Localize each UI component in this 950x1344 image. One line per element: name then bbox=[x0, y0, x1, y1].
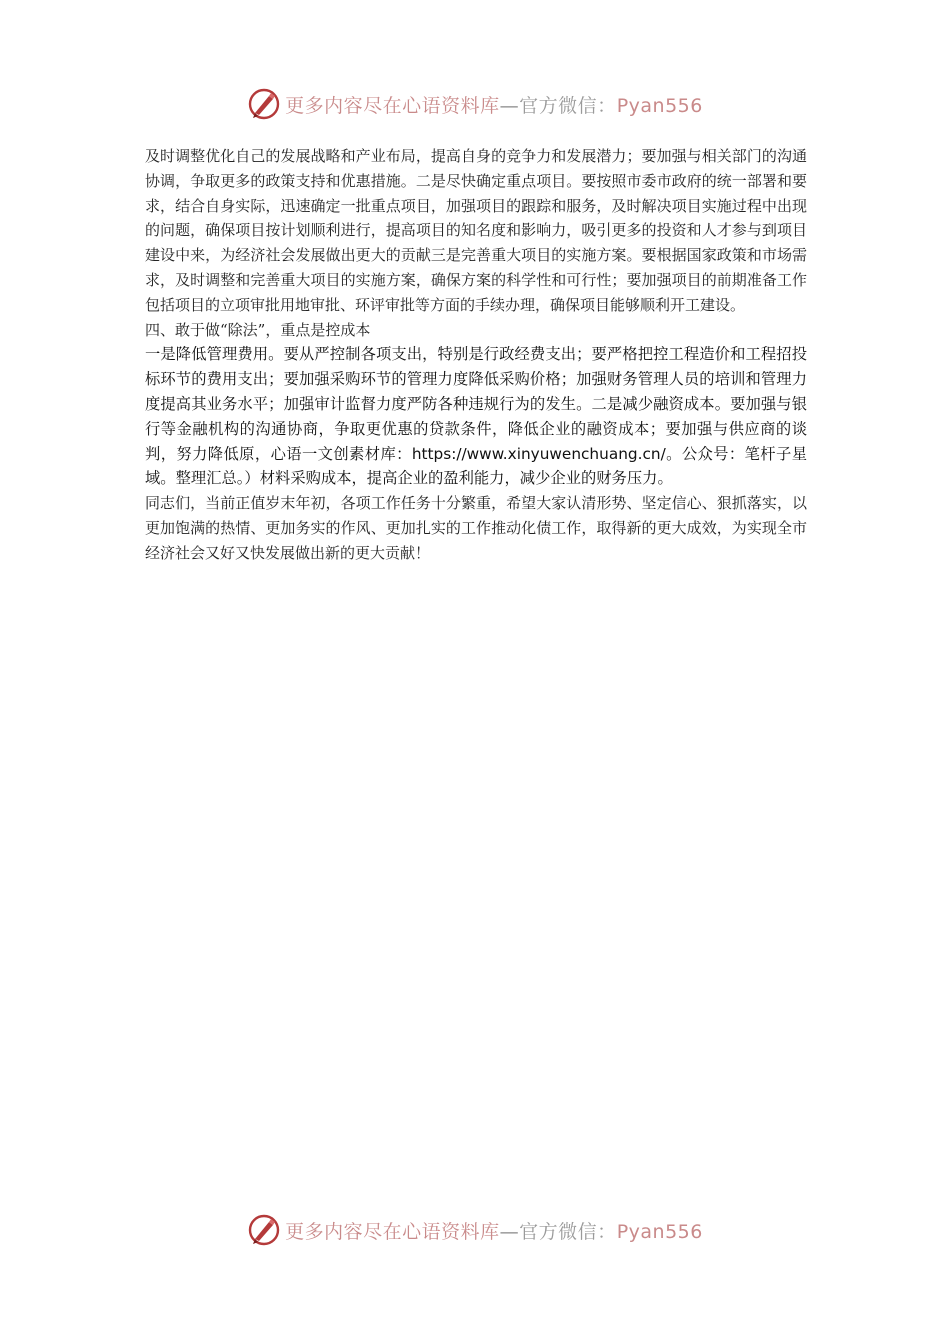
banner-main-text: 更多内容尽在心语资料库 bbox=[285, 1220, 500, 1243]
pen-in-circle-logo-icon bbox=[247, 1213, 281, 1247]
banner-wechat-label: 官方微信： bbox=[519, 94, 617, 117]
pen-in-circle-logo-icon bbox=[247, 87, 281, 121]
document-body bbox=[145, 144, 807, 566]
footer-banner bbox=[0, 1208, 950, 1252]
banner-label bbox=[285, 1217, 703, 1244]
paragraph-projects: 及时调整优化自己的发展战略和产业布局，提高自身的竞争力和发展潜力；要加强与相关部门的沟通协调，争取更多的政策支持和优惠措施。二是尽快确定重点项目。要按照市委市政府的统一部署和要求，结合自身实际，迅速确定一批重点项目，加强项目的跟踪和服务，及时解决项目实施过程中出现的问题，确保项目按计划顺利进行，提高项目的知名度和影响力，吸引更多的投资和人才参与到项目建设中来，为经济社会发展做出更大的贡献三是完善重大项目的实施方案。要根据国家政策和市场需求，及时调整和完善重大项目的实施方案，确保方案的科学性和可行性；要加强项目的前期准备工作包括项目的立项审批用地审批、环评审批等方面的手续办理，确保项目能够顺利开工建设。 bbox=[145, 147, 807, 314]
banner-wechat-id: Pyan556 bbox=[616, 94, 703, 117]
banner-wechat-label: 官方微信： bbox=[519, 1220, 617, 1243]
paragraph-cost-control: 一是降低管理费用。要从严控制各项支出，特别是行政经费支出；要严格把控工程造价和工程招投标环节的费用支出；要加强采购环节的管理力度降低采购价格；加强财务管理人员的培训和管理力度提高其业务水平；加强审计监督力度严防各种违规行为的发生。二是减少融资成本。要加强与银行等金融机构的沟通协商，争取更优惠的贷款条件，降低企业的融资成本；要加强与供应商的谈判，努力降低原，心语一文创素材库：https://www.xinyuwenchuang.cn/。公众号：笔杆子星域。整理汇总。）材料采购成本，提高企业的盈利能力，减少企业的财务压力。 bbox=[145, 345, 807, 488]
banner-label bbox=[285, 91, 703, 118]
banner-dash: — bbox=[499, 1220, 520, 1243]
banner-wechat-id: Pyan556 bbox=[616, 1220, 703, 1243]
banner-dash: — bbox=[499, 94, 520, 117]
section-heading-four: 四、敢于做“除法”，重点是控成本 bbox=[145, 320, 371, 339]
banner-main-text: 更多内容尽在心语资料库 bbox=[285, 94, 500, 117]
header-banner bbox=[0, 82, 950, 126]
paragraph-closing: 同志们，当前正值岁末年初，各项工作任务十分繁重，希望大家认清形势、坚定信心、狠抓落实，以更加饱满的热情、更加务实的作风、更加扎实的工作推动化债工作，取得新的更大成效，为实现全市经济社会又好又快发展做出新的更大贡献！ bbox=[145, 494, 807, 562]
